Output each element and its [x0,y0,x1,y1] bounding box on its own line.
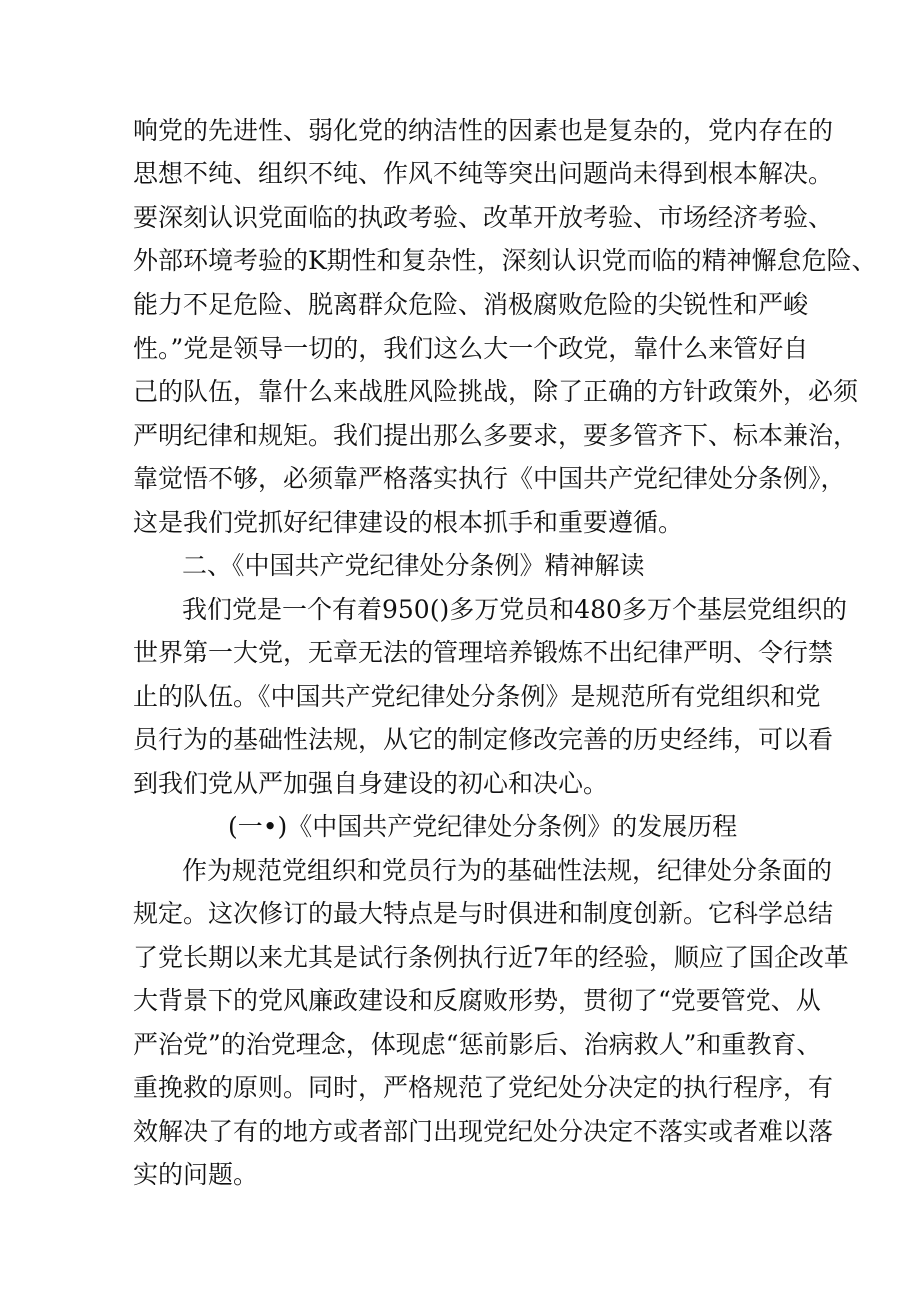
paragraph-1-line-5: 能力不足危险、脱离群众危险、消极腐败危险的尖锐性和严峻 [133,290,809,319]
paragraph-3-line-5: 到我们党从严加强自身建设的初心和决心。 [133,769,609,798]
paragraph-5-line-1: 作为规范党组织和党员行为的基础性法规，纪律处分条面的 [182,856,833,885]
paragraph-1-line-2: 思想不纯、组织不纯、作风不纯等突出问题尚未得到根本解决。 [133,159,834,188]
paragraph-3-line-3: 止的队伍。《中国共产党纪律处分条例》是规范所有党组织和党 [133,682,821,711]
paragraph-5-line-7: 效解决了有的地方或者部门出现党纪处分决定不落实或者难以落 [133,1117,834,1146]
paragraph-5-line-8: 实的问题。 [133,1160,259,1189]
section-heading-2: 二、《中国共产党纪律处分条例》精神解读 [182,551,645,580]
paragraph-3-line-1: 我们党是一个有着950()多万党员和480多万个基层党组织的 [182,595,847,624]
paragraph-1-line-7: 己的队伍，靠什么来战胜风险挑战，除了正确的方针政策外，必须 [133,377,859,406]
paragraph-1-line-1: 响党的先进性、弱化党的纳洁性的因素也是复杂的，党内存在的 [133,116,834,145]
paragraph-3-line-2: 世界第一大党，无章无法的管理培养锻炼不出纪律严明、令行禁 [133,638,834,667]
paragraph-1-line-10: 这是我们党抓好纪律建设的根本抓手和重要遵循。 [133,508,684,537]
paragraph-1-line-8: 严明纪律和规矩。我们提出那么多要求，要多管齐下、标本兼治， [133,421,859,450]
paragraph-5-line-2: 规定。这次修订的最大特点是与时俱进和制度创新。它科学总结 [133,899,834,928]
paragraph-1-line-4: 外部环境考验的K期性和复杂性，深刻认识党而临的精神懈怠危险、 [133,246,877,275]
paragraph-5-line-6: 重挽救的原则。同时，严格规范了党纪处分决定的执行程序，有 [133,1073,834,1102]
paragraph-5-line-3: 了党长期以来尤其是试行条例执行近7年的经验，顺应了国企改革 [133,943,849,972]
paragraph-1-line-3: 要深刻认识党面临的执政考验、改革开放考验、市场经济考验、 [133,203,834,232]
paragraph-5-line-4: 大背景下的党风廉政建设和反腐败形势，贯彻了“党要管党、从 [133,986,821,1015]
paragraph-5-line-5: 严治党”的治党理念，体现虑“惩前影后、治病救人”和重教育、 [133,1030,822,1059]
paragraph-1-line-9: 靠觉悟不够，必须靠严格落实执行《中国共产党纪律处分条例》， [133,464,846,493]
paragraph-3-line-4: 员行为的基础性法规，从它的制定修改完善的历史经纬，可以看 [133,725,834,754]
paragraph-1-line-6: 性。”党是领导一切的，我们这么大一个政党，靠什么来管好自 [133,334,809,363]
subsection-heading-1: (一•)《中国共产党纪律处分条例》的发展历程 [228,812,738,841]
